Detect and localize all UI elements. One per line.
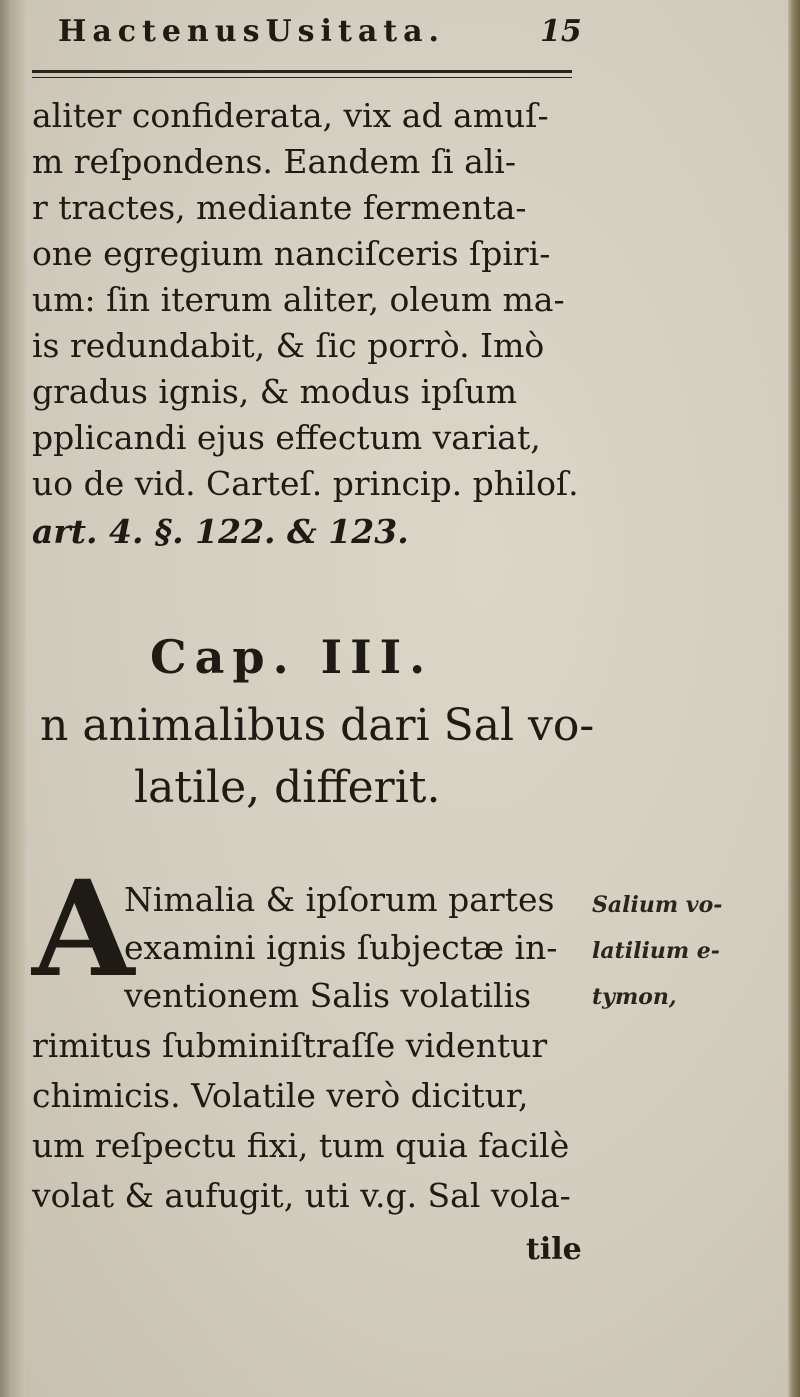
text-line: is redundabit, & ſic porrò. Imò (32, 326, 545, 365)
text-line: rimitus ſubminiſtraſſe videntur (32, 1026, 548, 1065)
chapter-title-line: latile, differit. (134, 762, 441, 813)
margin-note-line: tymon, (592, 984, 677, 1010)
text-line: r tractes, mediante fermenta- (32, 188, 527, 227)
text-line: aliter confiderata, vix ad amuſ- (32, 96, 549, 135)
running-head: HactenusUsitata. (58, 14, 445, 49)
text-line: um reſpectu fixi, tum quia facilè (32, 1126, 570, 1165)
text-line: uo de vid. Carteſ. princip. philoſ. (32, 464, 579, 503)
page-edge (788, 0, 800, 1397)
text-line: um: ſin iterum aliter, oleum ma- (32, 280, 565, 319)
text-line: chimicis. Volatile verò dicitur, (32, 1076, 529, 1115)
margin-note-line: Salium vo- (592, 892, 723, 918)
margin-note-line: latilium e- (592, 938, 720, 964)
page-number: 15 (540, 14, 582, 49)
text-line: pplicandi ejus effectum variat, (32, 418, 541, 457)
chapter-title-line: n animalibus dari Sal vo- (40, 700, 595, 751)
binding-gutter (0, 0, 26, 1397)
citation-line: art. 4. §. 122. & 123. (32, 512, 409, 551)
text-line: m reſpondens. Eandem ſi ali- (32, 142, 517, 181)
text-line: ventionem Salis volatilis (124, 976, 532, 1015)
drop-capital: A (32, 852, 135, 1007)
text-line: gradus ignis, & modus ipſum (32, 372, 518, 411)
text-line: volat & aufugit, uti v.g. Sal vola- (32, 1176, 571, 1215)
catchword: tile (526, 1232, 582, 1267)
text-line: Nimalia & ipſorum partes (124, 880, 555, 919)
header-rule (32, 70, 572, 78)
chapter-heading: Cap. III. (150, 630, 434, 684)
text-line: examini ignis ſubjectæ in- (124, 928, 558, 967)
text-line: one egregium nanciſceris ſpiri- (32, 234, 551, 273)
